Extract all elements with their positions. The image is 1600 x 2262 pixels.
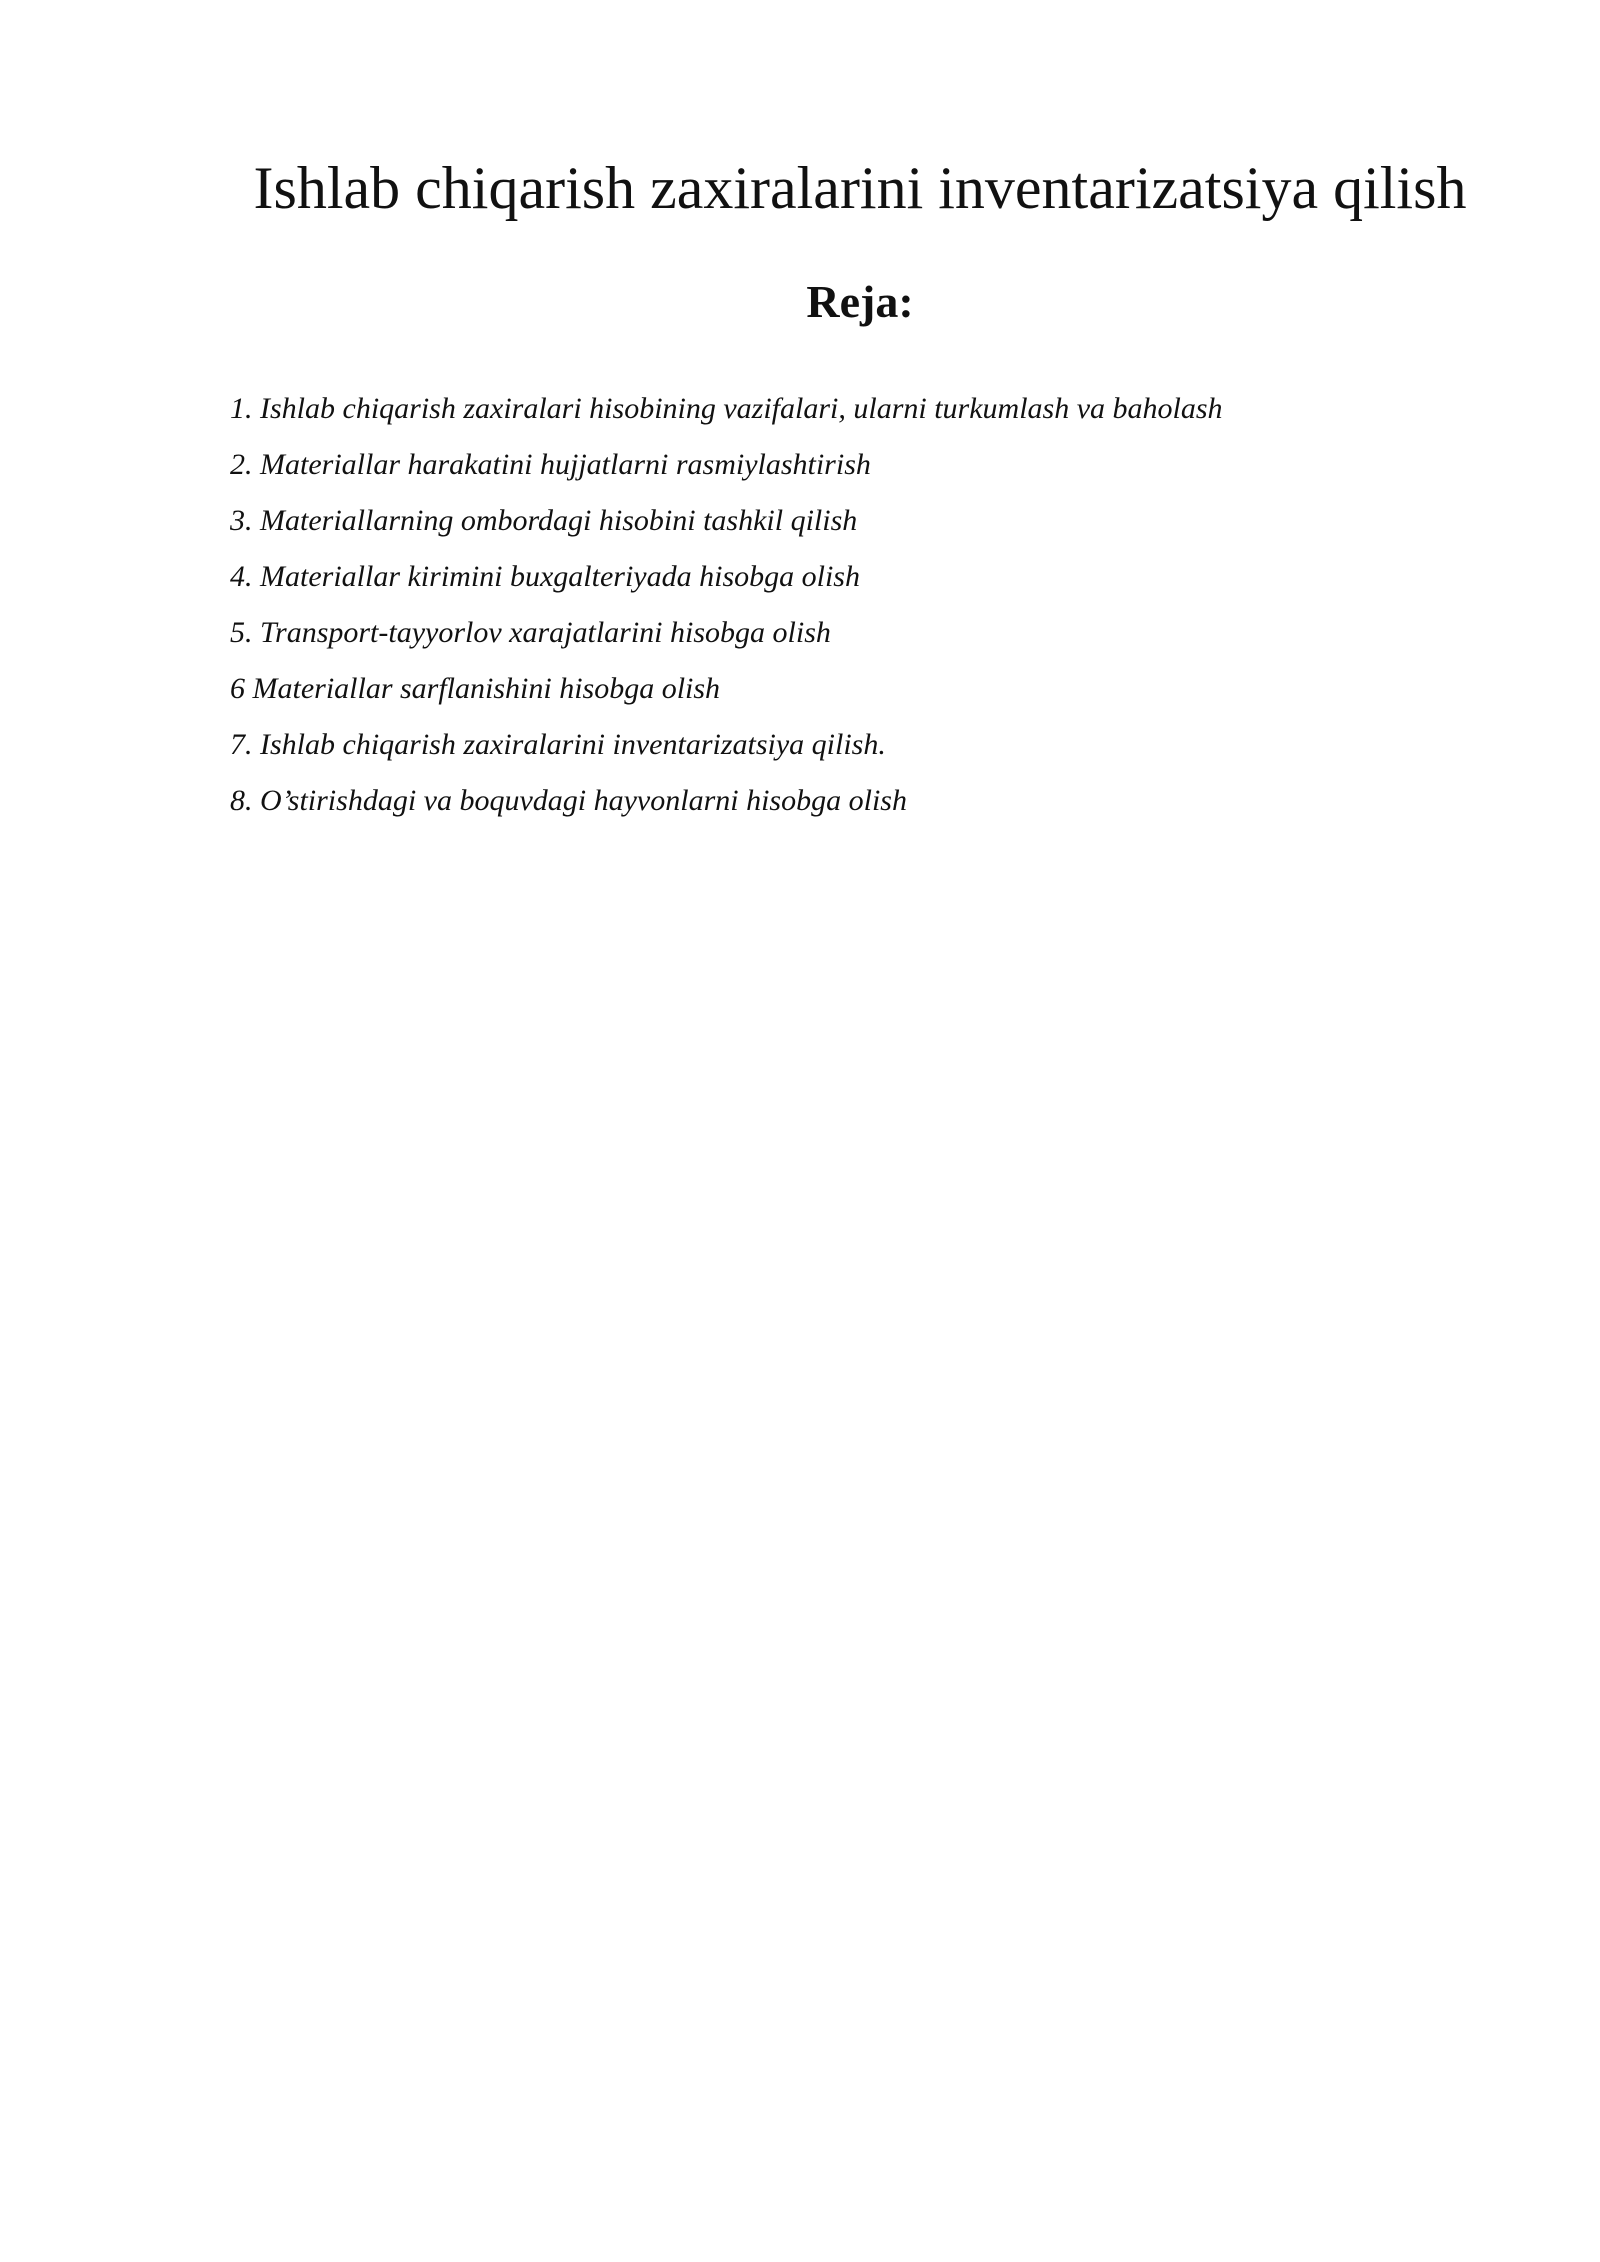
- plan-item-6: 6 Materiallar sarflanishini hisobga olish: [230, 672, 721, 705]
- plan-item-2: 2. Materiallar harakatini hujjatlarni rasmiylashtirish: [230, 448, 871, 481]
- plan-item-4: 4. Materiallar kirimini buxgalteriyada hisobga olish: [230, 560, 860, 593]
- plan-heading: Reja:: [806, 276, 914, 327]
- plan-item-3: 3. Materiallarning ombordagi hisobini tashkil qilish: [230, 504, 858, 537]
- plan-list: [230, 381, 1430, 829]
- plan-item-5: 5. Transport-tayyorlov xarajatlarini hisobga olish: [230, 616, 831, 649]
- plan-item-1: 1. Ishlab chiqarish zaxiralari hisobining vazifalari, ularni turkumlash va baholash: [230, 392, 1223, 425]
- plan-item-8: 8. O’stirishdagi va boquvdagi hayvonlarni hisobga olish: [230, 784, 907, 817]
- document-title: Ishlab chiqarish zaxiralarini inventarizatsiya qilish: [253, 155, 1467, 221]
- plan-item-7: 7. Ishlab chiqarish zaxiralarini inventarizatsiya qilish.: [230, 728, 886, 761]
